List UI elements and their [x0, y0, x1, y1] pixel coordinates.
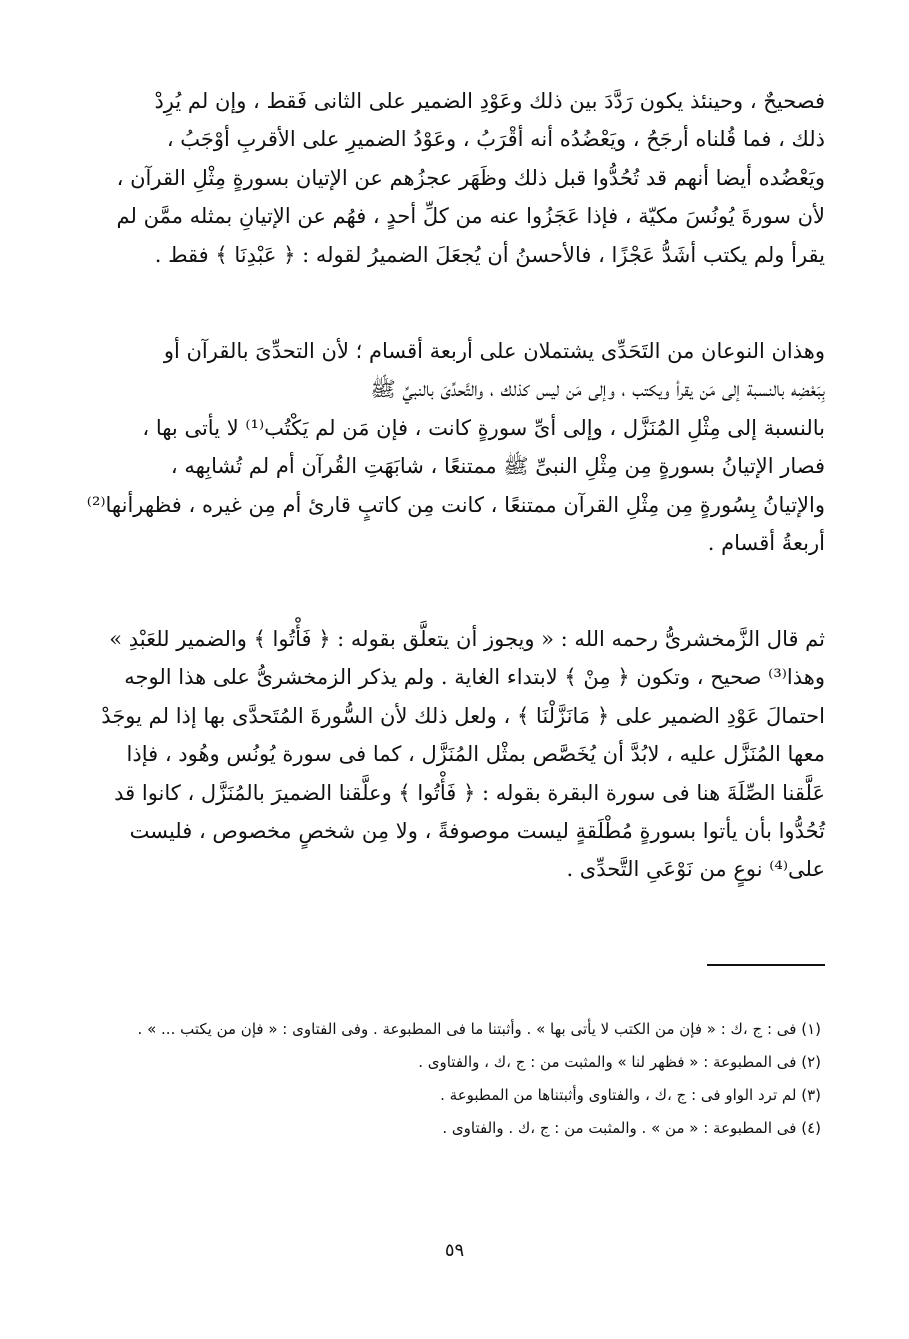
page-body — [86, 82, 825, 888]
paragraph — [90, 82, 825, 312]
text-line: ويَعْضُده أيضا أنهم قد تُحُدُّوا قبل ذلك وظَهَر عجزُهم عن الإتيان بسورةٍ مِثْلِ القرآن ، — [116, 165, 825, 190]
text-line: عَلَّقنا الصِّلَةَ هنا فى سورة البقرة بقوله : ﴿ فَأْتُوا ﴾ وعلَّقنا الضميرَ بالمُنَزَّل ، كانوا قد — [114, 780, 825, 805]
text-line: أربعةُ أقسام . — [707, 531, 825, 556]
text-line: ذلك ، فما قُلناه أرجَحُ ، ويَعْضُدُه أنه أقْرَبُ ، وعَوْدُ الضميرِ على الأقربِ أوْجَبُ ، — [166, 127, 825, 152]
text-line: بالنسبة إلى مِثْلِ المُنَزَّل ، وإلى أىِّ سورةٍ كانت ، فإن مَن لم يَكْتُب⁽¹⁾ لا يأتى بها ، — [142, 415, 825, 440]
paragraph — [86, 332, 825, 600]
footnote: (٢) فى المطبوعة : « فظهر لنا » والمثبت من : ج ،ك ، والفتاوى . — [418, 1053, 821, 1071]
text-line: بِبَعْضِه بالنسبة إلى مَن يقرأ ويكتب ، وإلى مَن ليس كذلك ، والتَّحدِّىَ بالنبيِّ ﷺ — [370, 377, 825, 402]
text-line: لأن سورةَ يُونُسَ مكيّة ، فإذا عَجَزُوا عنه من كلِّ أحدٍ ، فهُم عن الإتيانِ بمثله ممَّن لم — [116, 204, 825, 229]
footnote: (١) فى : ج ،ك : « فإن من الكتب لا يأتى بها » . وأثبتنا ما فى المطبوعة . وفى الفتاوى : « فإن من يكتب ... » . — [137, 1020, 821, 1038]
text-line: والإتيانُ بِسُورةٍ مِن مِثْلِ القرآن ممتنعًا ، كانت مِن كاتبٍ قارئ أم مِن غيره ، فظهرأنها⁽²⁾ — [86, 492, 825, 517]
text-line: احتمالَ عَوْدِ الضمير على ﴿ مَانَزَّلْنَا ﴾ ، ولعل ذلك لأن السُّورةَ المُتَحدَّى بها إذا لم يوجَدْ — [101, 703, 825, 728]
text-line: على⁽⁴⁾ نوعٍ من نَوْعَىِ التَّحدِّى . — [566, 857, 825, 882]
text-line: تُحُدُّوا بأن يأتوا بسورةٍ مُطْلَقةٍ ليست موصوفةً ، ولا مِن شخصٍ مخصوص ، فليست — [129, 819, 825, 844]
text-line: معها المُنَزَّل عليه ، لابُدَّ أن يُخَصَّص بمثْل المُنَزَّل ، كما فى سورة يُونُس وهُود ، فإذا — [126, 742, 825, 767]
text-line: وهذا⁽³⁾ صحيح ، وتكون ﴿ مِنْ ﴾ لابتداء الغاية . ولم يذكر الزمخشرىُّ على هذا الوجه — [124, 665, 825, 690]
text-line: يقرأ ولم يكتب أشَدُّ عَجْزًا ، فالأحسنُ أن يُجعَلَ الضميرُ لقوله : ﴿ عَبْدِنَا ﴾ فقط . — [154, 242, 825, 267]
footnote-separator — [707, 964, 825, 966]
text-line: فصحيحٌ ، وحينئذ يكون رَدَّدَ بين ذلك وعَوْدِ الضمير على الثانى فَقط ، وإن لم يُرِدْ — [154, 89, 825, 113]
footnote: (٤) فى المطبوعة : « من » . والمثبت من : ج ،ك . والفتاوى . — [442, 1119, 821, 1137]
text-line: وهذان النوعان من التَحَدِّى يشتملان على أربعة أقسام ؛ لأن التحدِّىَ بالقرآن أو — [163, 339, 825, 363]
footnotes — [101, 1018, 821, 1150]
footnote: (٣) لم ترد الواو فى : ج ،ك ، والفتاوى وأثبتناها من المطبوعة . — [440, 1086, 821, 1104]
text-line: فصار الإتيانُ بسورةٍ مِن مِثْلِ النبىِّ ﷺ ممتنعًا ، شابَهَتِ القُرآن أم لم تُشابِهه ، — [170, 454, 825, 479]
text-line: ثم قال الزَّمخشرىُّ رحمه الله : « ويجوز أن يتعلَّق بقوله : ﴿ فَأْتُوا ﴾ والضمير للعَبْدِ » — [109, 627, 825, 651]
paragraph — [90, 620, 825, 888]
page-number: ٥٩ — [444, 1240, 465, 1261]
